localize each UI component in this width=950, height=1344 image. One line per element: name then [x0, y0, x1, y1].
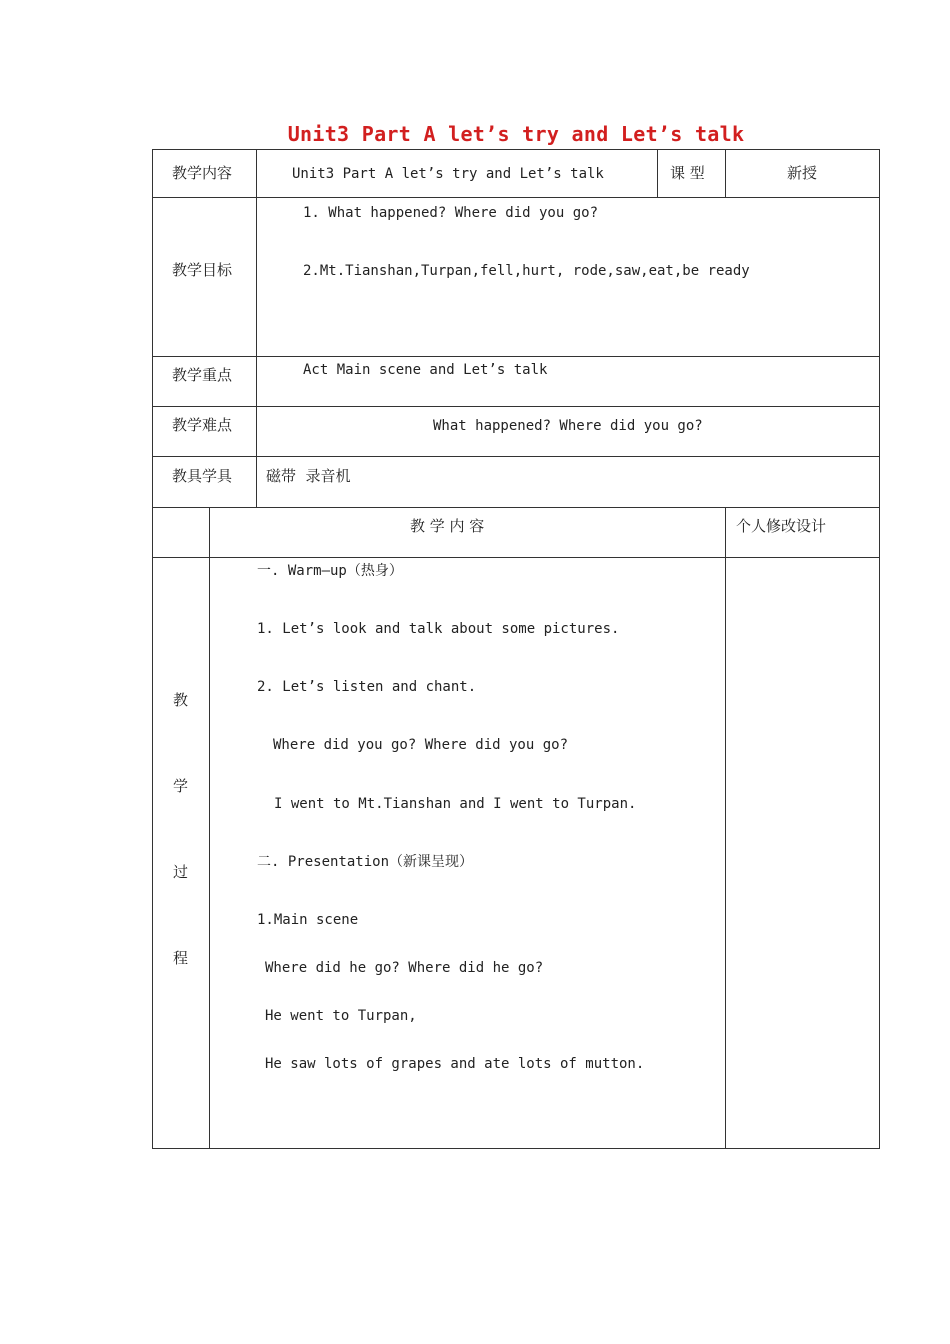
- process-line: I went to Mt.Tianshan and I went to Turpan.: [274, 796, 637, 812]
- process-line: He went to Turpan,: [265, 1008, 417, 1024]
- process-line: 2. Let’s listen and chant.: [257, 679, 477, 695]
- table-border-left: [152, 149, 153, 1149]
- row-divider: [152, 507, 880, 508]
- document-title: Unit3 Part A let’s try and Let’s talk: [287, 122, 745, 146]
- difficult-points-label: 教学难点: [172, 416, 233, 434]
- difficult-points-value: What happened? Where did you go?: [433, 418, 703, 434]
- type-value-divider: [725, 149, 726, 197]
- table-border-top: [152, 149, 880, 150]
- process-content-header: 教 学 内 容: [410, 517, 485, 535]
- tools-label: 教具学具: [172, 467, 233, 485]
- key-points-value: Act Main scene and Let’s talk: [303, 362, 548, 378]
- table-border-right: [879, 149, 880, 1149]
- label-column-divider: [256, 149, 257, 507]
- row-divider: [152, 197, 880, 198]
- process-label-char: 程: [173, 949, 189, 967]
- row-divider: [152, 456, 880, 457]
- lesson-type-label: 课 型: [670, 164, 705, 182]
- row-divider: [152, 557, 880, 558]
- goal-item: 1. What happened? Where did you go?: [303, 205, 599, 221]
- table-border-bottom: [152, 1148, 880, 1149]
- goals-label: 教学目标: [172, 261, 233, 279]
- type-label-divider: [657, 149, 658, 197]
- process-label-char: 过: [173, 863, 189, 881]
- process-label-char: 学: [173, 777, 189, 795]
- process-line: He saw lots of grapes and ate lots of mutton.: [265, 1056, 645, 1072]
- process-line: Where did you go? Where did you go?: [273, 737, 569, 753]
- process-line: 二. Presentation（新课呈现）: [257, 854, 474, 870]
- process-line: 1. Let’s look and talk about some pictures.: [257, 621, 620, 637]
- tools-value: 磁带 录音机: [266, 467, 351, 485]
- process-line: 1.Main scene: [257, 912, 359, 928]
- process-label-char: 教: [173, 691, 189, 709]
- row-divider: [152, 356, 880, 357]
- row-divider: [152, 406, 880, 407]
- personal-column-divider: [725, 507, 726, 1148]
- key-points-label: 教学重点: [172, 366, 233, 384]
- process-line: Where did he go? Where did he go?: [265, 960, 544, 976]
- goal-item: 2.Mt.Tianshan,Turpan,fell,hurt, rode,saw,eat,be ready: [303, 263, 750, 279]
- content-label: 教学内容: [172, 164, 233, 182]
- process-line: 一. Warm—up（热身）: [257, 563, 403, 579]
- content-value: Unit3 Part A let’s try and Let’s talk: [292, 166, 604, 182]
- process-label-divider: [209, 507, 210, 1148]
- personal-design-header: 个人修改设计: [736, 517, 827, 535]
- lesson-type-value: 新授: [787, 164, 818, 182]
